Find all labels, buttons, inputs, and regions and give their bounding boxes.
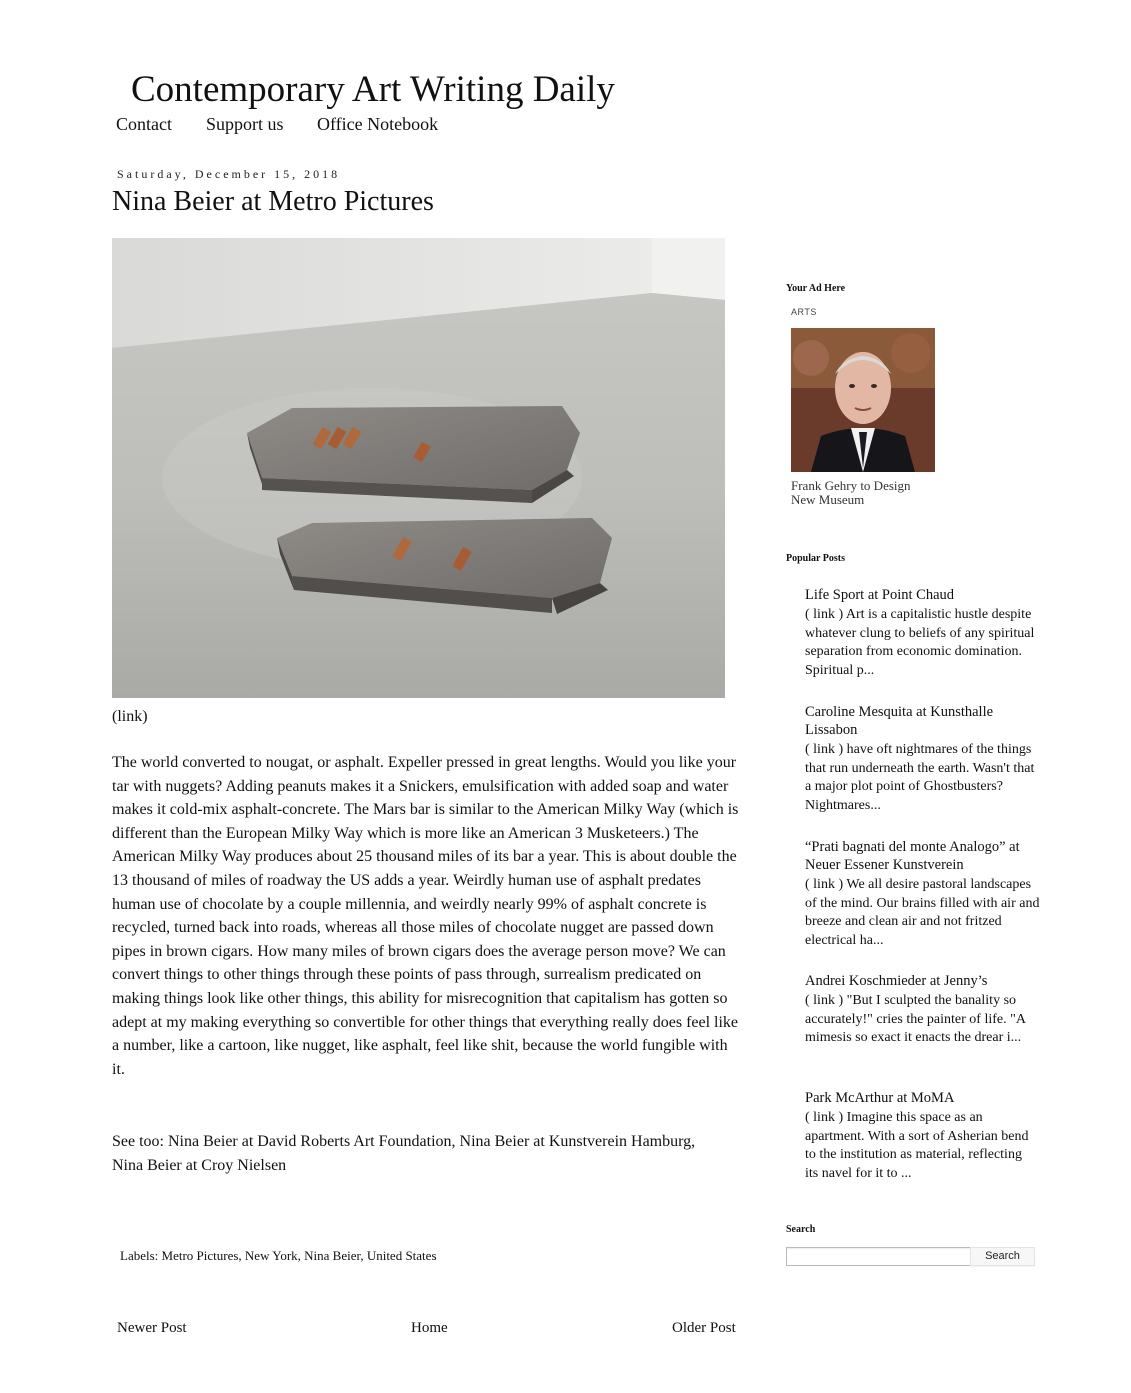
older-post-link[interactable]: Older Post <box>672 1320 736 1336</box>
popular-post-title[interactable]: Andrei Koschmieder at Jenny’s <box>805 973 988 989</box>
nav-support-us[interactable]: Support us <box>206 114 284 134</box>
popular-post-title[interactable]: “Prati bagnati del monte Analogo” at Neuer Essener Kunstverein <box>805 839 1020 873</box>
popular-post-snippet: ( link ) Art is a capitalistic hustle despite whatever clung to beliefs of any spiritual separation from economic domination. Spiritual p... <box>805 607 1035 678</box>
popular-post-snippet: ( link ) "But I sculpted the banality so accurately!" cries the painter of life. "A mimesis so exact it enacts the drear i... <box>805 993 1026 1045</box>
post-image[interactable] <box>112 238 725 698</box>
see-too-separator: , <box>691 1133 696 1150</box>
label-nina-beier[interactable]: Nina Beier <box>304 1248 361 1263</box>
post-date: Saturday, December 15, 2018 <box>117 167 341 181</box>
popular-post-item <box>805 1089 1037 1183</box>
search-heading: Search <box>786 1224 816 1235</box>
popular-post-snippet: ( link ) have oft nightmares of the things that run underneath the earth. Wasn't that a major plot point of Ghostbusters? Nightmares... <box>805 742 1035 813</box>
popular-post-title[interactable]: Life Sport at Point Chaud <box>805 587 955 603</box>
popular-post-title[interactable]: Caroline Mesquita at Kunsthalle Lissabon <box>805 704 994 738</box>
newer-post-link[interactable]: Newer Post <box>117 1320 187 1336</box>
ad-caption-line2: New Museum <box>791 492 865 507</box>
label-separator: , <box>297 1248 305 1263</box>
search-input[interactable] <box>786 1247 972 1266</box>
ad-heading: Your Ad Here <box>786 283 846 294</box>
home-link[interactable]: Home <box>411 1320 448 1336</box>
label-new-york[interactable]: New York <box>244 1248 298 1263</box>
see-too <box>112 1130 712 1177</box>
see-too-link-david-roberts[interactable]: Nina Beier at David Roberts Art Foundation <box>168 1133 452 1150</box>
ad-category: ARTS <box>791 307 817 317</box>
label-separator: , <box>360 1248 367 1263</box>
popular-post-item <box>805 838 1040 950</box>
ad-image[interactable] <box>791 328 935 472</box>
post-body: The world converted to nougat, or asphalt. Expeller pressed in great lengths. Would you like your tar with nuggets? Adding peanuts makes it a Snickers, emulsification with added soap and water makes it cold-mix asphalt-concrete. The Mars bar is similar to the American Milky Way (which is different than the European Milky Way which is more like an American 3 Musketeers.) The American Milky Way produces about 25 thousand miles of its bar a year. This is about double the 13 thousand of miles of roadway the US adds a year. Weirdly human use of asphalt predates human use of chocolate by a couple millennia, and weirdly nearly 99% of asphalt concrete is recycled, turned back into roads, whereas all those miles of chocolate nugget are passed down pipes in brown cigars. How many miles of brown cigars does the average person move? We can convert things to other things through these points of pass through, surrealism predicated on making things look like other things, this ability for misrecognition that capitalism has gotten so adept at my making everything so convertible for other things that everything really does feel like a number, like a cartoon, like nugget, like asphalt, feel like shit, because the world fungible with it. <box>112 754 739 1078</box>
popular-post-title[interactable]: Park McArthur at MoMA <box>805 1090 955 1106</box>
popular-post-snippet: ( link ) We all desire pastoral landscapes of the mind. Our brains filled with air and breeze and clean air and not fritzed electrical ha... <box>805 877 1040 948</box>
popular-post-snippet: ( link ) Imagine this space as an apartment. With a sort of Asherian bend to the institution as material, reflecting its navel for it to ... <box>805 1110 1029 1181</box>
labels-prefix: Labels: <box>120 1248 162 1263</box>
ad-caption-line1: Frank Gehry to Design <box>791 478 911 493</box>
ad-caption[interactable] <box>791 479 951 507</box>
label-separator: , <box>238 1248 245 1263</box>
popular-post-item <box>805 586 1037 680</box>
popular-post-item <box>805 703 1037 815</box>
nav-office-notebook[interactable]: Office Notebook <box>317 114 439 134</box>
see-too-link-croy-nielsen[interactable]: Nina Beier at Croy Nielsen <box>112 1156 287 1174</box>
post-labels <box>120 1247 437 1265</box>
see-too-separator: , <box>451 1133 460 1150</box>
site-title[interactable]: Contemporary Art Writing Daily <box>131 69 615 110</box>
post-title[interactable]: Nina Beier at Metro Pictures <box>112 186 434 217</box>
search-button[interactable]: Search <box>970 1247 1035 1266</box>
label-metro-pictures[interactable]: Metro Pictures <box>161 1248 239 1263</box>
nav-contact[interactable]: Contact <box>116 114 172 134</box>
popular-post-item <box>805 972 1037 1048</box>
image-source-link[interactable]: (link) <box>112 708 148 725</box>
see-too-prefix: See too: <box>112 1133 168 1150</box>
popular-posts-heading: Popular Posts <box>786 553 845 564</box>
see-too-link-kunstverein-hamburg[interactable]: Nina Beier at Kunstverein Hamburg <box>459 1133 692 1150</box>
label-united-states[interactable]: United States <box>366 1248 437 1263</box>
